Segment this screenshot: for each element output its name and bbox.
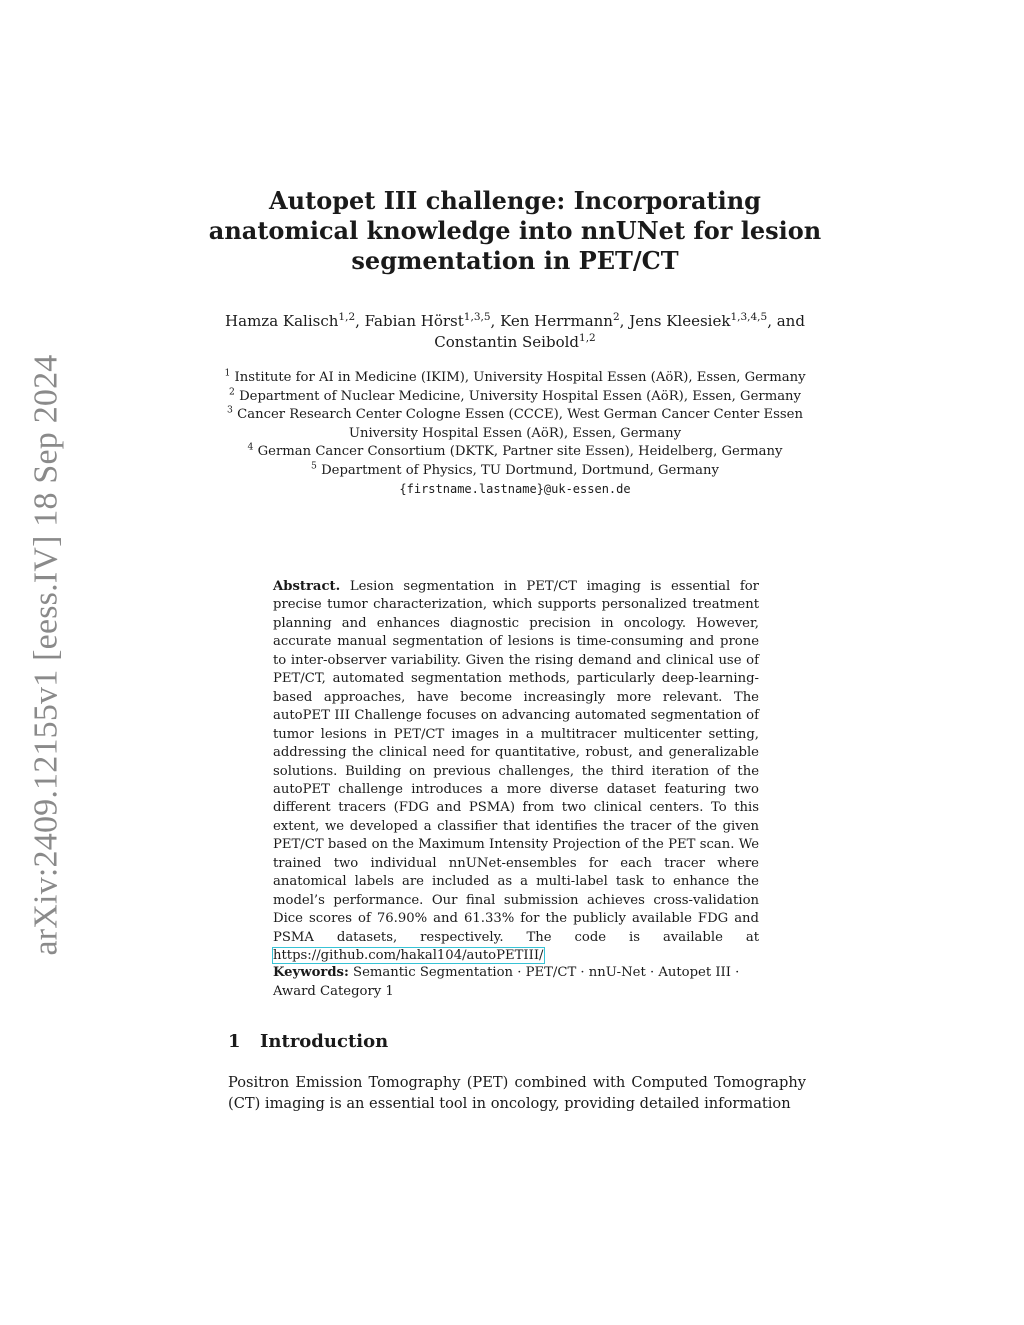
affiliation-text: Department of Nuclear Medicine, University Hospital Essen (AöR), Essen, Germany	[239, 388, 801, 404]
affiliation-item	[200, 406, 830, 443]
author-separator: ,	[355, 312, 365, 330]
abstract	[273, 578, 759, 966]
affiliation-item	[200, 388, 830, 407]
author-name: Hamza Kalisch	[225, 312, 339, 330]
author-separator: , and	[767, 312, 805, 330]
author-affiliation-marker: 1,3,4,5	[730, 311, 768, 323]
section-heading	[228, 1031, 808, 1052]
keywords-text: Semantic Segmentation · PET/CT · nnU-Net · Autopet III · Award Category 1	[273, 965, 740, 999]
author-list	[200, 311, 830, 353]
author-affiliation-marker: 1,2	[579, 332, 596, 344]
abstract-text: Lesion segmentation in PET/CT imaging is essential for precise tumor characterization, which supports personalized treatment planning and enhances diagnostic precision in oncology. However, accurate manual segmentation of lesions is time-consuming and prone to inter-observer variability. Given the rising demand and clinical use of PET/CT, automated segmentation methods, particularly deep-learning-based approaches, have become increasingly more relevant. The autoPET III Challenge focuses on advancing automated segmentation of tumor lesions in PET/CT images in a multitracer multicenter setting, addressing the clinical need for quantitative, robust, and generalizable solutions. Building on previous challenges, the third iteration of the autoPET challenge introduces a more diverse dataset featuring two different tracers (FDG and PSMA) from two clinical centers. To this extent, we developed a classifier that identifies the tracer of the given PET/CT based on the Maximum Intensity Projection of the PET scan. We trained two individual nnUNet-ensembles for each tracer where anatomical labels are included as a multi-label task to enhance the model’s performance. Our final submission achieves cross-validation Dice scores of 76.90% and 61.33% for the publicly available FDG and PSMA datasets, respectively. The code is available at	[273, 579, 759, 945]
author-name: Fabian Hörst	[364, 312, 464, 330]
author-name: Ken Herrmann	[500, 312, 613, 330]
contact-email: {firstname.lastname}@uk-essen.de	[399, 482, 631, 496]
introduction-paragraph: Positron Emission Tomography (PET) combined with Computed Tomography (CT) imaging is an essential tool in oncology, providing detailed information	[228, 1074, 806, 1112]
abstract-label: Abstract.	[273, 579, 341, 594]
author-separator: ,	[490, 312, 501, 330]
affiliation-text: Cancer Research Center Cologne Essen (CCCE), West German Cancer Center Essen University Hospital Essen (AöR), Essen, Germany	[237, 407, 803, 441]
arxiv-identifier: arXiv:2409.12155v1 [eess.IV] 18 Sep 2024	[28, 354, 65, 956]
affiliation-text: Department of Physics, TU Dortmund, Dortmund, Germany	[321, 462, 719, 478]
arxiv-side-stamp	[10, 355, 84, 955]
affiliation-number: 4	[247, 441, 254, 453]
author-name: Constantin Seibold	[434, 333, 580, 351]
affiliation-number: 5	[311, 460, 317, 472]
affiliation-number: 1	[224, 367, 231, 379]
author-affiliation-marker: 1,2	[338, 311, 356, 323]
code-repository-link[interactable]: https://github.com/hakal104/autoPETIII/	[273, 948, 544, 964]
section-title: Introduction	[260, 1031, 389, 1052]
author-affiliation-marker: 2	[612, 311, 620, 323]
paper-title: Autopet III challenge: Incorporating anatomical knowledge into nnUNet for lesion segmentation in PET/CT	[208, 186, 822, 275]
affiliation-item	[200, 443, 830, 462]
affiliation-number: 2	[229, 386, 235, 398]
affiliation-text: German Cancer Consortium (DKTK, Partner site Essen), Heidelberg, Germany	[257, 444, 783, 459]
affiliation-list	[200, 369, 830, 499]
affiliation-number: 3	[227, 404, 233, 416]
section-number: 1	[228, 1031, 241, 1052]
affiliation-item	[200, 369, 830, 388]
affiliation-item	[200, 462, 830, 481]
keywords-label: Keywords:	[273, 965, 349, 980]
author-name: Jens Kleesiek	[629, 312, 731, 330]
author-affiliation-marker: 1,3,5	[463, 311, 491, 323]
affiliation-text: Institute for AI in Medicine (IKIM), University Hospital Essen (AöR), Essen, Germany	[234, 370, 806, 385]
keywords	[273, 964, 759, 1001]
author-separator: ,	[619, 312, 630, 330]
